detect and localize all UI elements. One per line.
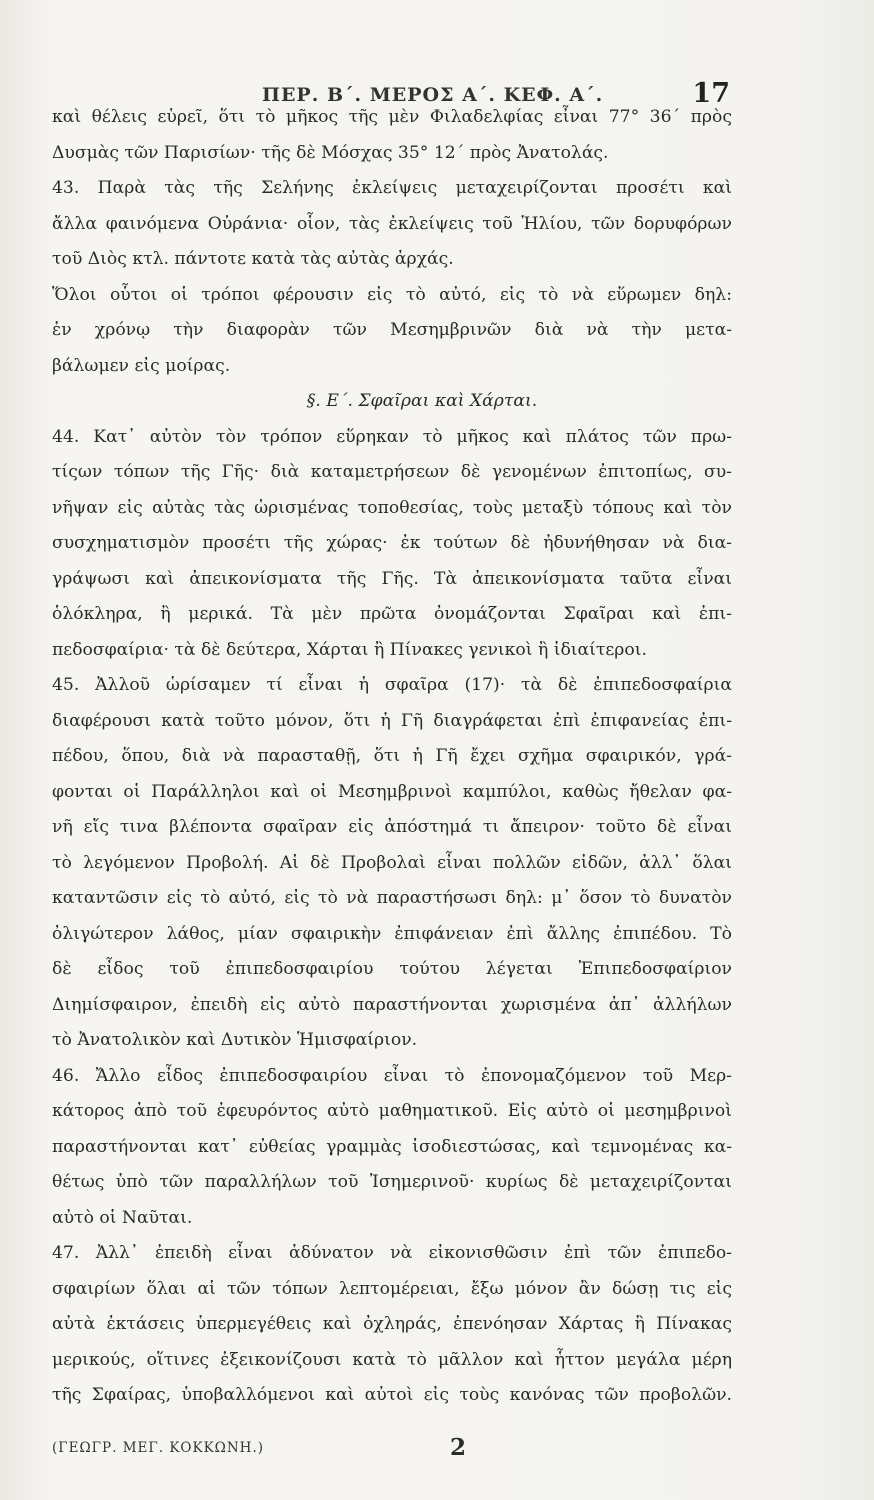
text-line: ὁλόκληρα, ἢ μερικά. Τὰ μὲν πρῶτα ὀνομάζονται Σφαῖραι καὶ ἐπι-: [52, 604, 732, 624]
text-line: αὐτὰ ἐκτάσεις ὑπερμεγέθεις καὶ ὀχληράς, ἐπενόησαν Χάρτας ἢ Πίνακας: [52, 1314, 732, 1334]
text-line: Δυσμὰς τῶν Παρισίων· τῆς δὲ Μόσχας 35° 12΄ πρὸς Ἀνατολάς.: [52, 142, 609, 163]
text-line: πεδοσφαίρια· τὰ δὲ δεύτερα, Χάρται ἢ Πίνακες γενικοὶ ἢ ἰδιαίτεροι.: [52, 639, 647, 660]
paragraph-43-start: 43. Παρὰ τὰς τῆς Σελήνης ἐκλείψεις μεταχειρίζονται προσέτι καὶ: [52, 178, 732, 198]
paragraph-47-start: 47. Ἀλλ᾿ ἐπειδὴ εἶναι ἀδύνατον νὰ εἰκονισθῶσιν ἐπὶ τῶν ἐπιπεδο-: [52, 1243, 732, 1263]
running-head: ΠΕΡ. Β΄. ΜΕΡΟΣ Α΄. ΚΕΦ. Α΄.: [262, 84, 604, 106]
text-line: ἄλλα φαινόμενα Οὐράνια· οἷον, τὰς ἐκλείψεις τοῦ Ἡλίου, τῶν δορυφόρων: [52, 213, 732, 234]
text-line: ἐν χρόνῳ τὴν διαφορὰν τῶν Μεσημβρινῶν διὰ νὰ τὴν μετα-: [52, 320, 732, 340]
text-line: πέδου, ὅπου, διὰ νὰ παρασταθῇ, ὅτι ἡ Γῆ ἔχει σχῆμα σφαιρικόν, γρά-: [52, 746, 732, 766]
text-line: καταντῶσιν εἰς τὸ αὐτό, εἰς τὸ νὰ παραστήσωσι δηλ: μ᾿ ὅσον τὸ δυνατὸν: [52, 888, 732, 908]
text-line: σφαιρίων ὅλαι αἱ τῶν τόπων λεπτομέρειαι, ἔξω μόνον ἂν δώσῃ τις εἰς: [52, 1278, 732, 1299]
text-line: ὀλιγώτερον λάθος, μίαν σφαιρικὴν ἐπιφάνειαν ἐπὶ ἄλλης ἐπιπέδου. Τὸ: [52, 923, 732, 944]
sheet-number: 2: [450, 1434, 467, 1461]
text-line: θέτως ὑπὸ τῶν παραλλήλων τοῦ Ἰσημερινοῦ· κυρίως δὲ μεταχειρίζονται: [52, 1172, 732, 1192]
text-line: μερικούς, οἵτινες ἐξεικονίζουσι κατὰ τὸ μᾶλλον καὶ ἧττον μεγάλα μέρη: [52, 1349, 732, 1370]
text-line: φονται οἱ Παράλληλοι καὶ οἱ Μεσημβρινοὶ καμπύλοι, καθὼς ἤθελαν φα-: [52, 781, 732, 802]
text-line: παραστήνονται κατ᾿ εὐθείας γραμμὰς ἰσοδιεστώσας, καὶ τεμνομένας κα-: [52, 1136, 732, 1157]
text-line: τὸ Ἀνατολικὸν καὶ Δυτικὸν Ἡμισφαίριον.: [52, 1030, 418, 1050]
text-line: τῆς Σφαίρας, ὑποβαλλόμενοι καὶ αὐτοὶ εἰς τοὺς κανόνας τῶν προβολῶν.: [52, 1385, 732, 1405]
text-line: Ὅλοι οὗτοι οἱ τρόποι φέρουσιν εἰς τὸ αὐτό, εἰς τὸ νὰ εὕρωμεν δηλ:: [52, 284, 732, 305]
printer-signature: (ΓΕΩΓΡ. ΜΕΓ. ΚΟΚΚΩΝΗ.): [52, 1440, 265, 1456]
text-line: καὶ θέλεις εὑρεῖ, ὅτι τὸ μῆκος τῆς μὲν Φιλαδελφίας εἶναι 77° 36΄ πρὸς: [52, 107, 732, 127]
text-line: γράψωσι καὶ ἀπεικονίσματα τῆς Γῆς. Τὰ ἀπεικονίσματα ταῦτα εἶναι: [52, 568, 732, 589]
paragraph-45-start: 45. Ἀλλοῦ ὡρίσαμεν τί εἶναι ἡ σφαῖρα (17)· τὰ δὲ ἐπιπεδοσφαίρια: [52, 675, 732, 695]
page-number: 17: [692, 78, 730, 109]
text-line: βάλωμεν εἰς μοίρας.: [52, 355, 231, 376]
section-heading-text: §. Ε΄. Σφαῖραι καὶ Χάρται.: [306, 391, 538, 411]
text-line: Διημίσφαιρον, ἐπειδὴ εἰς αὐτὸ παραστήνονται χωρισμένα ἀπ᾿ ἀλλήλων: [52, 994, 732, 1015]
page-footer: [52, 1434, 732, 1470]
paragraph-44-start: 44. Κατ᾿ αὐτὸν τὸν τρόπον εὕρηκαν τὸ μῆκος καὶ πλάτος τῶν πρω-: [52, 426, 732, 447]
text-line: δὲ εἶδος τοῦ ἐπιπεδοσφαιρίου τούτου λέγεται Ἐπιπεδοσφαίριον: [52, 959, 732, 979]
text-line: τὸ λεγόμενον Προβολή. Αἱ δὲ Προβολαὶ εἶναι πολλῶν εἰδῶν, ἀλλ᾿ ὅλαι: [52, 852, 732, 873]
text-line: αὐτὸ οἱ Ναῦται.: [52, 1207, 193, 1228]
paragraph-46-start: 46. Ἄλλο εἶδος ἐπιπεδοσφαιρίου εἶναι τὸ ἐπονομαζόμενον τοῦ Μερ-: [52, 1065, 732, 1086]
text-line: νῆ εἴς τινα βλέποντα σφαῖραν εἰς ἀπόστημά τι ἄπειρον· τοῦτο δὲ εἶναι: [52, 817, 732, 837]
text-line: συσχηματισμὸν προσέτι τῆς χώρας· ἐκ τούτων δὲ ἠδυνήθησαν νὰ δια-: [52, 533, 732, 553]
text-line: διαφέρουσι κατὰ τοῦτο μόνον, ὅτι ἡ Γῆ διαγράφεται ἐπὶ ἐπιφανείας ἐπι-: [52, 710, 732, 731]
text-line: τοῦ Διὸς κτλ. πάντοτε κατὰ τὰς αὐτὰς ἀρχάς.: [52, 249, 454, 269]
text-line: νῆψαν εἰς αὐτὰς τὰς ὡρισμένας τοποθεσίας, τοὺς μεταξὺ τόπους καὶ τὸν: [52, 497, 732, 518]
text-line: κάτορος ἀπὸ τοῦ ἐφευρόντος αὐτὸ μαθηματικοῦ. Εἰς αὐτὸ οἱ μεσημβρινοὶ: [52, 1101, 732, 1121]
text-line: τίςων τόπων τῆς Γῆς· διὰ καταμετρήσεων δὲ γενομένων ἐπιτοπίως, συ-: [52, 462, 732, 482]
section-heading: [52, 384, 732, 420]
page-body: [52, 100, 732, 1414]
